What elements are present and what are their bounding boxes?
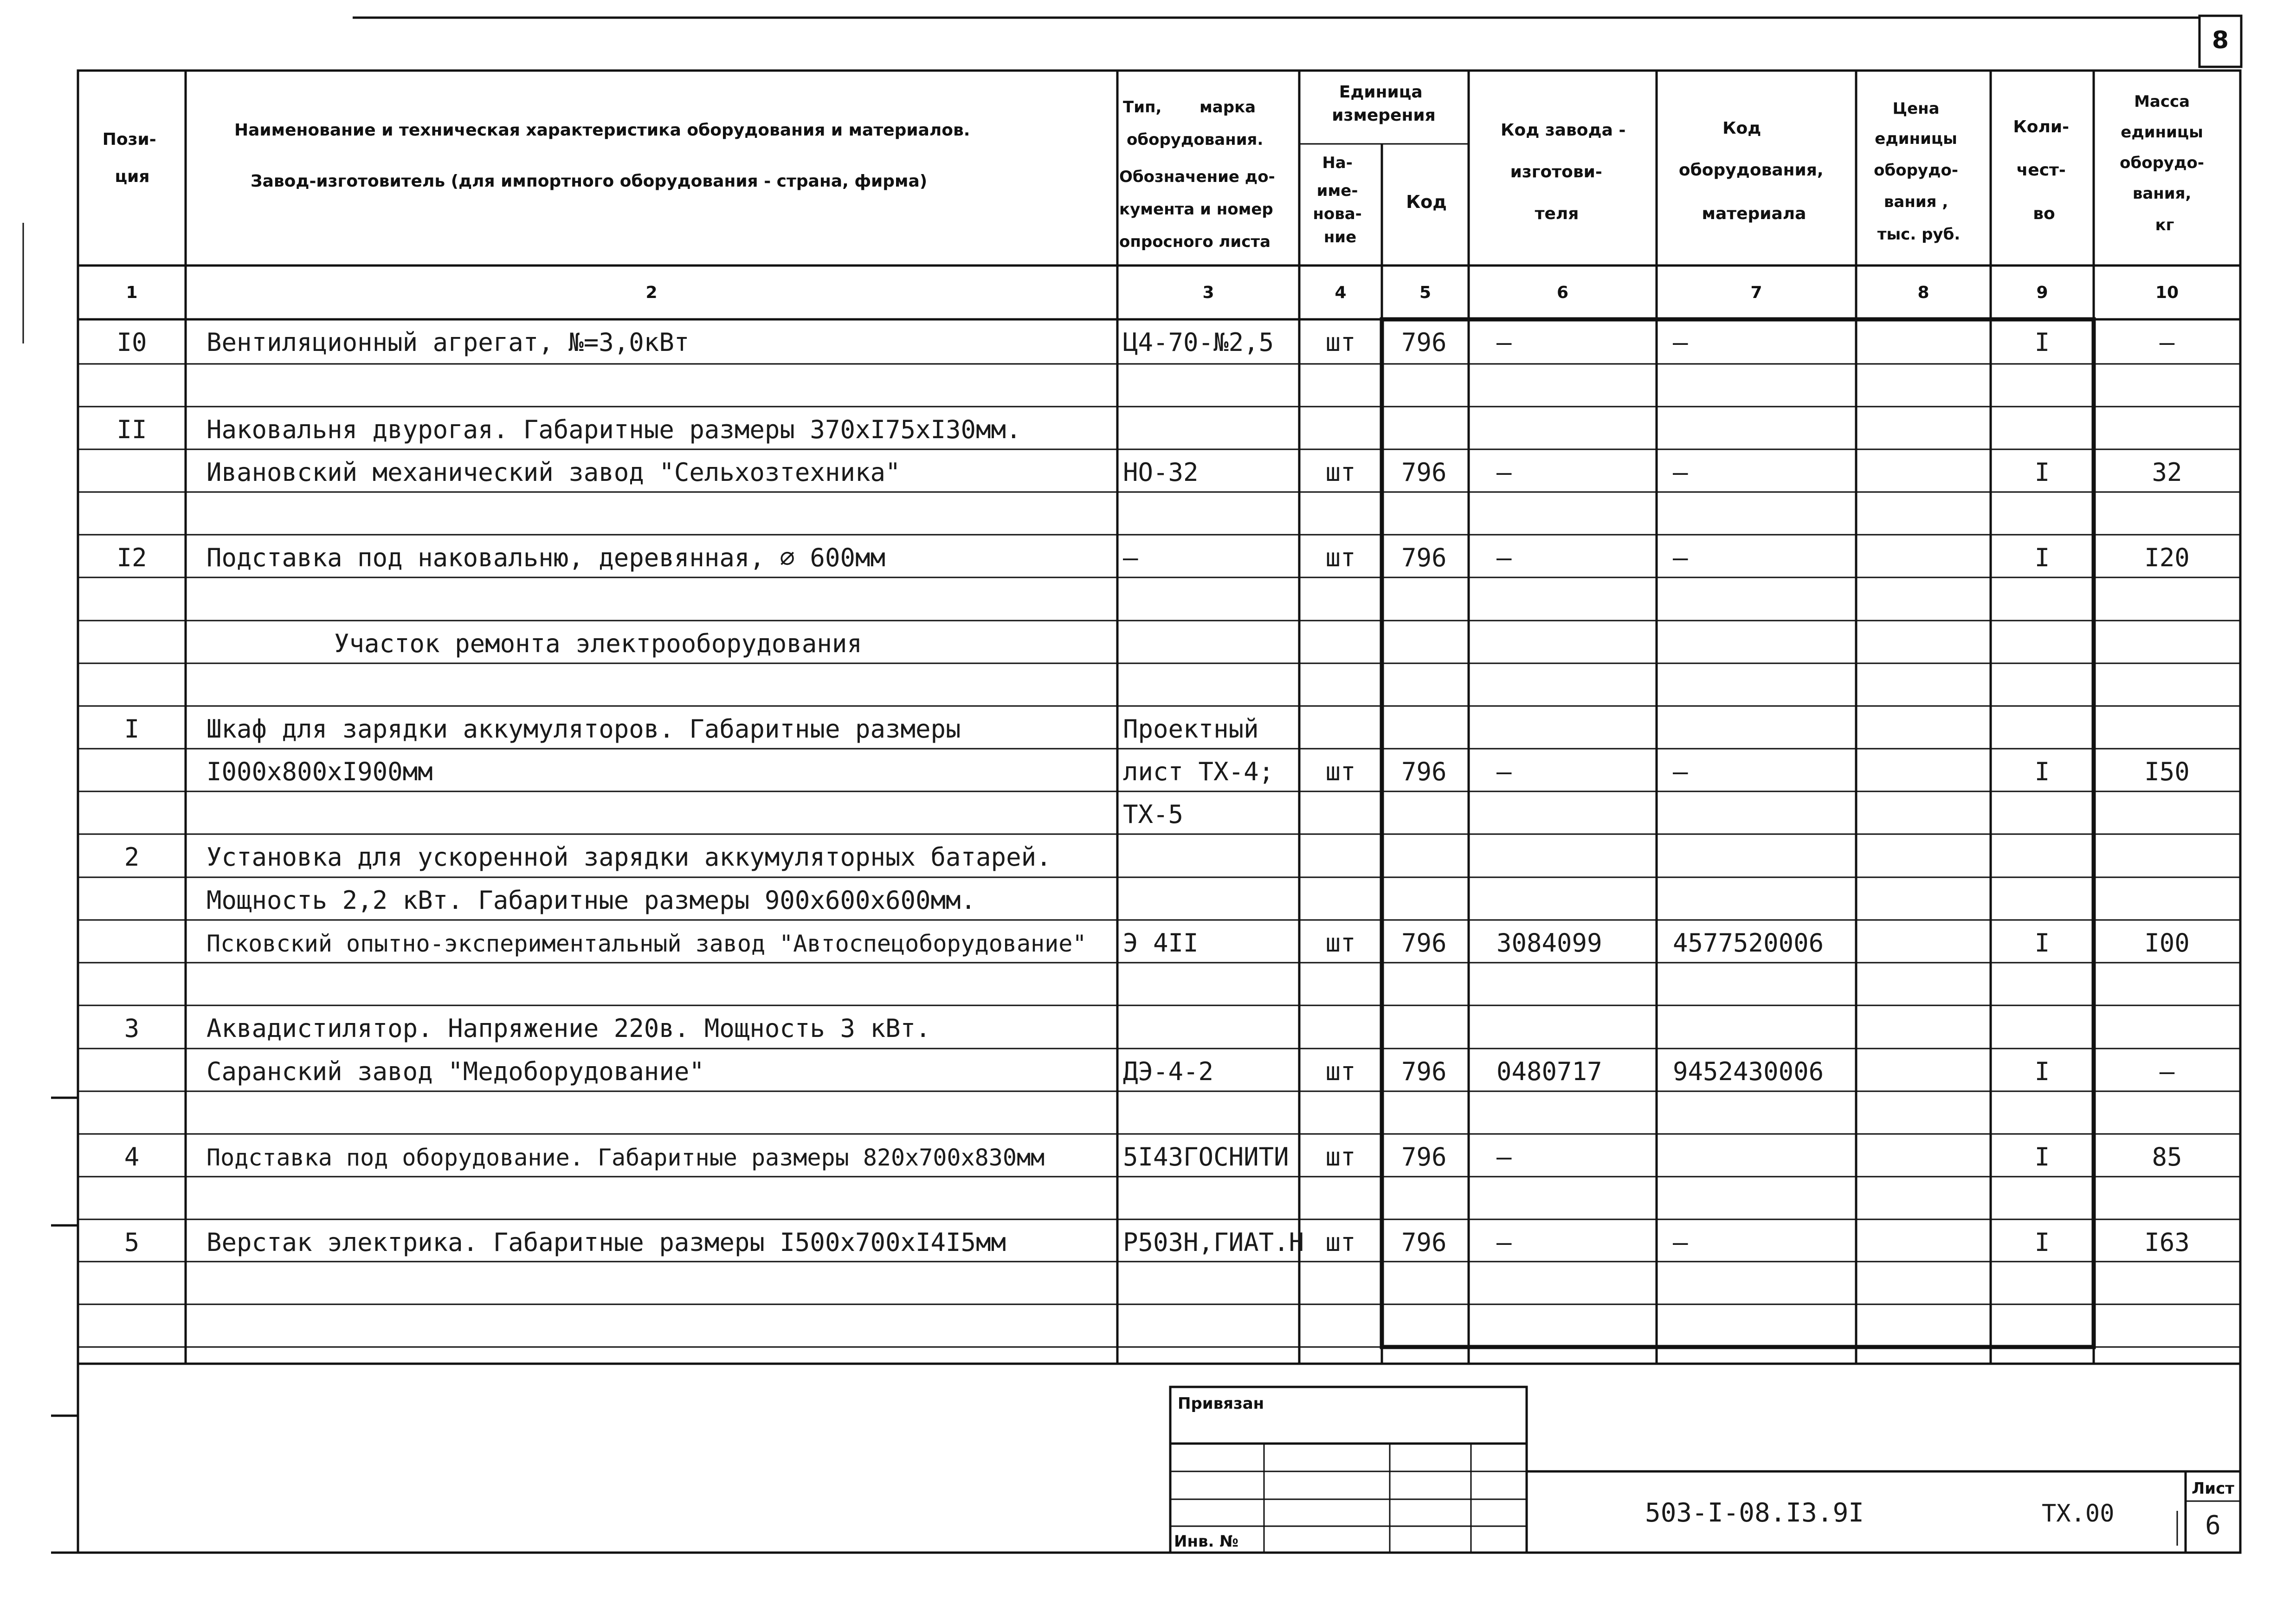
document-code: 503-I-08.I3.9I bbox=[1645, 1498, 1864, 1528]
cell-unit: шт bbox=[1325, 328, 1356, 357]
cell-equip: – bbox=[1673, 328, 1688, 357]
table-row bbox=[124, 1142, 2182, 1172]
cell-mass: I00 bbox=[2144, 928, 2190, 958]
cell-equip: – bbox=[1673, 757, 1688, 786]
sheet-label: Лист bbox=[2192, 1479, 2234, 1498]
album-code: ТХ.00 bbox=[2042, 1500, 2115, 1528]
table-row bbox=[206, 757, 2190, 786]
cell-name: Верстак электрика. Габаритные размеры I500х700хI4I5мм bbox=[206, 1228, 1006, 1257]
cell-name: Вентиляционный агрегат, №=3,0кВт bbox=[206, 328, 690, 357]
table-row bbox=[124, 1014, 931, 1043]
cell-unit: шт bbox=[1325, 1142, 1356, 1172]
stamp-inventory-label: Инв. № bbox=[1174, 1532, 1239, 1551]
header-quantity: Коли- чест- во bbox=[2013, 117, 2070, 223]
cell-unit: шт bbox=[1325, 928, 1356, 958]
column-number: 5 bbox=[1419, 283, 1432, 302]
cell-factory: 0480717 bbox=[1496, 1057, 1602, 1086]
table-row bbox=[206, 1057, 2175, 1086]
table-row bbox=[124, 1228, 2190, 1257]
header-factory-code: Код завода - изготови- теля bbox=[1501, 121, 1626, 223]
column-number: 9 bbox=[2036, 283, 2048, 302]
cell-name: Подставка под оборудование. Габаритные размеры 820х700х830мм bbox=[206, 1144, 1045, 1171]
cell-factory: – bbox=[1496, 328, 1512, 357]
cell-unit: шт bbox=[1325, 757, 1356, 786]
cell-code: 796 bbox=[1401, 757, 1447, 786]
corner-sheet-number: 8 bbox=[2212, 26, 2229, 54]
cell-type: лист ТХ-4; bbox=[1123, 757, 1274, 786]
stamp-bound-label: Привязан bbox=[1178, 1394, 1264, 1413]
cell-name: Подставка под наковальню, деревянная, ∅ 600мм bbox=[206, 543, 885, 572]
table-row bbox=[1123, 800, 1183, 829]
header-unit-group: Единица измерения bbox=[1332, 83, 1436, 125]
cell-pos: 4 bbox=[124, 1142, 140, 1172]
table-body bbox=[116, 328, 2189, 1257]
column-number: 4 bbox=[1335, 283, 1347, 302]
cell-mass: I50 bbox=[2144, 757, 2190, 786]
cell-pos: 3 bbox=[124, 1014, 140, 1043]
header-mass: Масса единицы оборудо- вания, кг bbox=[2120, 92, 2205, 234]
table-row bbox=[116, 415, 1021, 444]
cell-code: 796 bbox=[1401, 1228, 1447, 1257]
column-number: 6 bbox=[1556, 283, 1569, 302]
header-unit-name: На- име- нова- ние bbox=[1313, 154, 1362, 246]
cell-pos: I2 bbox=[116, 543, 147, 572]
cell-name: Ивановский механический завод "Сельхозтехника" bbox=[206, 458, 901, 487]
cell-mass: 32 bbox=[2152, 458, 2182, 487]
cell-equip: – bbox=[1673, 1228, 1688, 1257]
cell-name: Участок ремонта электрооборудования bbox=[334, 629, 862, 658]
table-row bbox=[116, 328, 2174, 357]
cell-name: Мощность 2,2 кВт. Габаритные размеры 900х600х600мм. bbox=[206, 886, 976, 915]
cell-qty: I bbox=[2034, 1228, 2050, 1257]
cell-qty: I bbox=[2034, 328, 2050, 357]
table-row bbox=[124, 714, 1259, 744]
cell-type: Э 4II bbox=[1123, 928, 1199, 958]
cell-mass: I63 bbox=[2144, 1228, 2190, 1257]
cell-unit: шт bbox=[1325, 1057, 1356, 1086]
cell-pos: 2 bbox=[124, 842, 140, 872]
column-number: 3 bbox=[1202, 283, 1214, 302]
cell-factory: 3084099 bbox=[1496, 928, 1602, 958]
cell-mass: – bbox=[2159, 328, 2175, 357]
cell-mass: 85 bbox=[2152, 1142, 2182, 1172]
cell-code: 796 bbox=[1401, 458, 1447, 487]
table-row bbox=[116, 543, 2189, 572]
cell-code: 796 bbox=[1401, 543, 1447, 572]
cell-type: 5I43ГОСНИТИ bbox=[1123, 1142, 1289, 1172]
cell-type: ТХ-5 bbox=[1123, 800, 1184, 829]
cell-name: Саранский завод "Медоборудование" bbox=[206, 1057, 704, 1086]
cell-name: Установка для ускоренной зарядки аккумуляторных батарей. bbox=[206, 842, 1051, 872]
cell-factory: – bbox=[1496, 458, 1512, 487]
cell-equip: – bbox=[1673, 543, 1688, 572]
cell-qty: I bbox=[2034, 757, 2050, 786]
cell-pos: 5 bbox=[124, 1228, 140, 1257]
cell-qty: I bbox=[2034, 1142, 2050, 1172]
header-equipment-code: Код оборудования, материала bbox=[1678, 119, 1824, 223]
table-row bbox=[124, 842, 1051, 872]
cell-type: НО-32 bbox=[1123, 458, 1199, 487]
thick-border-block bbox=[1382, 319, 2094, 1347]
cell-name: Псковский опытно-экспериментальный завод "Автоспецоборудование" bbox=[206, 930, 1087, 957]
cell-factory: – bbox=[1496, 1228, 1512, 1257]
cell-name: I000х800хI900мм bbox=[206, 757, 433, 786]
header-price: Цена единицы оборудо- вания , тыс. руб. bbox=[1874, 99, 1961, 244]
title-block bbox=[78, 1364, 2240, 1553]
sheet-number: 6 bbox=[2205, 1510, 2221, 1541]
cell-mass: – bbox=[2159, 1057, 2175, 1086]
cell-qty: I bbox=[2034, 543, 2050, 572]
column-number: 8 bbox=[1917, 283, 1929, 302]
cell-equip: 9452430006 bbox=[1673, 1057, 1824, 1086]
cell-code: 796 bbox=[1401, 1142, 1447, 1172]
cell-equip: 4577520006 bbox=[1673, 928, 1824, 958]
column-number: 1 bbox=[126, 283, 138, 302]
cell-name: Шкаф для зарядки аккумуляторов. Габаритные размеры bbox=[206, 714, 961, 744]
cell-code: 796 bbox=[1401, 928, 1447, 958]
cell-type: Проектный bbox=[1123, 714, 1259, 744]
cell-qty: I bbox=[2034, 928, 2050, 958]
cell-factory: – bbox=[1496, 543, 1512, 572]
table-header bbox=[78, 83, 2240, 319]
table-row bbox=[206, 886, 976, 915]
header-name: Наименование и техническая характеристика оборудования и материалов. Завод-изготовитель (для импортного оборудования - страна, фирма) bbox=[234, 121, 970, 191]
table-row bbox=[334, 629, 862, 658]
cell-type: Ц4-70-№2,5 bbox=[1123, 328, 1274, 357]
cell-type: – bbox=[1123, 543, 1138, 572]
cell-code: 796 bbox=[1401, 1057, 1447, 1086]
cell-type: Р503Н,ГИАТ.Н bbox=[1123, 1228, 1304, 1257]
header-type-mark: Тип, марка оборудования. Обозначение до- кумента и номер опросного листа bbox=[1119, 98, 1275, 251]
table-row bbox=[206, 458, 2182, 487]
column-number: 10 bbox=[2155, 283, 2179, 302]
cell-code: 796 bbox=[1401, 328, 1447, 357]
cell-name: Наковальня двурогая. Габаритные размеры 370хI75хI30мм. bbox=[206, 415, 1021, 444]
header-unit-code: Код bbox=[1406, 192, 1447, 212]
cell-unit: шт bbox=[1325, 458, 1356, 487]
cell-pos: I bbox=[124, 714, 140, 744]
cell-qty: I bbox=[2034, 458, 2050, 487]
cell-qty: I bbox=[2034, 1057, 2050, 1086]
header-position: Пози- ция bbox=[102, 130, 156, 186]
cell-name: Аквадистилятор. Напряжение 220в. Мощность 3 кВт. bbox=[206, 1014, 931, 1043]
cell-equip: – bbox=[1673, 458, 1688, 487]
cell-factory: – bbox=[1496, 757, 1512, 786]
column-number: 7 bbox=[1750, 283, 1762, 302]
column-number: 2 bbox=[645, 283, 658, 302]
cell-pos: I0 bbox=[116, 328, 147, 357]
cell-unit: шт bbox=[1325, 543, 1356, 572]
cell-mass: I20 bbox=[2144, 543, 2190, 572]
column-number-row bbox=[126, 283, 2179, 302]
cell-type: ДЭ-4-2 bbox=[1123, 1057, 1214, 1086]
table-row bbox=[206, 928, 2190, 958]
cell-pos: II bbox=[116, 415, 147, 444]
cell-factory: – bbox=[1496, 1142, 1512, 1172]
cell-unit: шт bbox=[1325, 1228, 1356, 1257]
